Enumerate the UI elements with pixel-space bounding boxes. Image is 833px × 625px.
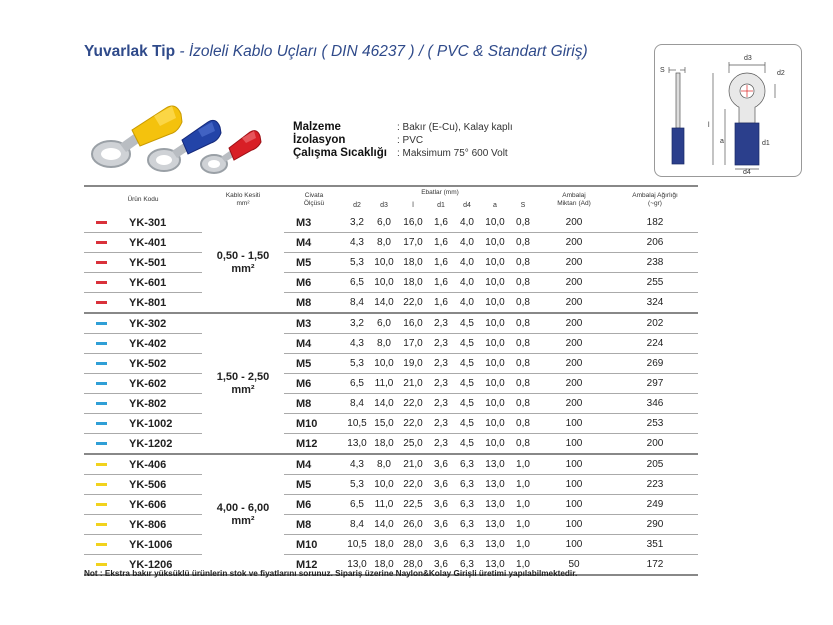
bolt-size: M4 bbox=[284, 454, 344, 475]
color-swatch-icon bbox=[96, 382, 107, 385]
header-l: l bbox=[412, 202, 414, 209]
table-body bbox=[84, 213, 698, 575]
dim-l: 17,0 bbox=[398, 233, 428, 253]
bolt-size: M3 bbox=[284, 213, 344, 233]
dim-a: 10,0 bbox=[480, 394, 510, 414]
color-swatch-icon bbox=[96, 362, 107, 365]
bolt-size: M12 bbox=[284, 555, 344, 576]
pack-weight: 269 bbox=[612, 354, 698, 374]
dim-d4: 6,3 bbox=[454, 454, 480, 475]
dim-l: 18,0 bbox=[398, 253, 428, 273]
dim-l: 21,0 bbox=[398, 454, 428, 475]
product-code: YK-601 bbox=[84, 273, 202, 293]
table-row bbox=[84, 293, 698, 314]
pack-weight: 223 bbox=[612, 475, 698, 495]
pack-qty: 200 bbox=[536, 394, 612, 414]
dim-d2: 3,2 bbox=[344, 213, 370, 233]
table-row bbox=[84, 515, 698, 535]
pack-qty: 200 bbox=[536, 293, 612, 314]
dim-d1: 1,6 bbox=[428, 213, 454, 233]
dim-l: 18,0 bbox=[398, 273, 428, 293]
dim-d3: 11,0 bbox=[370, 374, 398, 394]
dim-d1: 3,6 bbox=[428, 495, 454, 515]
dim-l: 17,0 bbox=[398, 334, 428, 354]
dim-d3: 11,0 bbox=[370, 495, 398, 515]
dim-s: 0,8 bbox=[510, 334, 536, 354]
dim-d1: 2,3 bbox=[428, 414, 454, 434]
dim-d1: 3,6 bbox=[428, 535, 454, 555]
cable-section: 1,50 - 2,50 mm² bbox=[202, 313, 284, 454]
bolt-size: M5 bbox=[284, 253, 344, 273]
dim-l: 16,0 bbox=[398, 313, 428, 334]
pack-weight: 182 bbox=[612, 213, 698, 233]
dim-l: 22,5 bbox=[398, 495, 428, 515]
bolt-size: M5 bbox=[284, 475, 344, 495]
color-swatch-icon bbox=[96, 463, 107, 466]
dim-s: 0,8 bbox=[510, 434, 536, 455]
pack-qty: 200 bbox=[536, 233, 612, 253]
dim-d2: 5,3 bbox=[344, 253, 370, 273]
dim-d1: 1,6 bbox=[428, 273, 454, 293]
dim-d4: 4,0 bbox=[454, 253, 480, 273]
dim-l: 25,0 bbox=[398, 434, 428, 455]
table-row bbox=[84, 313, 698, 334]
product-code: YK-302 bbox=[84, 313, 202, 334]
table-row bbox=[84, 475, 698, 495]
dim-s: 0,8 bbox=[510, 213, 536, 233]
label-s: S bbox=[660, 67, 665, 74]
dim-d1: 3,6 bbox=[428, 454, 454, 475]
dim-l: 22,0 bbox=[398, 394, 428, 414]
bolt-size: M10 bbox=[284, 535, 344, 555]
dim-d1: 2,3 bbox=[428, 434, 454, 455]
table-row bbox=[84, 454, 698, 475]
dim-s: 0,8 bbox=[510, 414, 536, 434]
pack-qty: 200 bbox=[536, 374, 612, 394]
pack-qty: 200 bbox=[536, 313, 612, 334]
dim-d2: 4,3 bbox=[344, 334, 370, 354]
color-swatch-icon bbox=[96, 503, 107, 506]
dim-d3: 18,0 bbox=[370, 555, 398, 576]
dim-d1: 2,3 bbox=[428, 354, 454, 374]
dim-d2: 13,0 bbox=[344, 434, 370, 455]
product-code: YK-506 bbox=[84, 475, 202, 495]
product-code: YK-1206 bbox=[84, 555, 202, 576]
label-l: l bbox=[708, 122, 710, 129]
dim-a: 10,0 bbox=[480, 233, 510, 253]
color-swatch-icon bbox=[96, 483, 107, 486]
product-code: YK-401 bbox=[84, 233, 202, 253]
product-code: YK-1202 bbox=[84, 434, 202, 455]
table-row bbox=[84, 354, 698, 374]
pack-weight: 346 bbox=[612, 394, 698, 414]
header-a: a bbox=[493, 202, 497, 209]
spec-insulation: İzolasyon : PVC bbox=[293, 134, 424, 146]
dim-d2: 8,4 bbox=[344, 394, 370, 414]
color-swatch-icon bbox=[96, 322, 107, 325]
header-s: S bbox=[520, 202, 526, 209]
table-row bbox=[84, 495, 698, 515]
dim-a: 10,0 bbox=[480, 313, 510, 334]
table-row bbox=[84, 434, 698, 455]
color-swatch-icon bbox=[96, 261, 107, 264]
dim-d1: 1,6 bbox=[428, 293, 454, 314]
dim-a: 10,0 bbox=[480, 434, 510, 455]
pack-qty: 200 bbox=[536, 213, 612, 233]
color-swatch-icon bbox=[96, 543, 107, 546]
bolt-size: M3 bbox=[284, 313, 344, 334]
dim-s: 1,0 bbox=[510, 454, 536, 475]
pack-weight: 206 bbox=[612, 233, 698, 253]
label-d3: d3 bbox=[744, 55, 752, 62]
dim-d2: 10,5 bbox=[344, 414, 370, 434]
dim-a: 10,0 bbox=[480, 213, 510, 233]
specs-table bbox=[84, 185, 698, 576]
table-row bbox=[84, 414, 698, 434]
pack-weight: 253 bbox=[612, 414, 698, 434]
pack-weight: 224 bbox=[612, 334, 698, 354]
bolt-size: M4 bbox=[284, 334, 344, 354]
header-weight: Ambalaj Ağırlığı (~gr) bbox=[612, 186, 698, 213]
dim-d4: 4,0 bbox=[454, 233, 480, 253]
dim-d4: 4,0 bbox=[454, 273, 480, 293]
dim-d2: 5,3 bbox=[344, 475, 370, 495]
dim-d4: 6,3 bbox=[454, 495, 480, 515]
dim-d3: 14,0 bbox=[370, 394, 398, 414]
technical-drawing bbox=[654, 44, 802, 177]
dim-s: 1,0 bbox=[510, 535, 536, 555]
pack-weight: 255 bbox=[612, 273, 698, 293]
dim-d2: 6,5 bbox=[344, 273, 370, 293]
dim-l: 22,0 bbox=[398, 475, 428, 495]
dim-a: 10,0 bbox=[480, 334, 510, 354]
dim-d2: 10,5 bbox=[344, 535, 370, 555]
dim-d4: 6,3 bbox=[454, 475, 480, 495]
color-swatch-icon bbox=[96, 563, 107, 566]
dim-a: 13,0 bbox=[480, 454, 510, 475]
dim-d3: 10,0 bbox=[370, 354, 398, 374]
spec-material: Malzeme : Bakır (E-Cu), Kalay kaplı bbox=[293, 121, 513, 133]
dim-l: 26,0 bbox=[398, 515, 428, 535]
product-code: YK-806 bbox=[84, 515, 202, 535]
pack-qty: 100 bbox=[536, 475, 612, 495]
dim-s: 0,8 bbox=[510, 313, 536, 334]
header-d1: d1 bbox=[437, 202, 445, 209]
dim-l: 16,0 bbox=[398, 213, 428, 233]
dim-d4: 4,5 bbox=[454, 374, 480, 394]
product-code: YK-501 bbox=[84, 253, 202, 273]
pack-weight: 172 bbox=[612, 555, 698, 576]
dim-d1: 1,6 bbox=[428, 233, 454, 253]
dim-a: 10,0 bbox=[480, 374, 510, 394]
dim-s: 0,8 bbox=[510, 253, 536, 273]
dim-d1: 3,6 bbox=[428, 555, 454, 576]
table-row bbox=[84, 253, 698, 273]
pack-weight: 205 bbox=[612, 454, 698, 475]
dim-s: 0,8 bbox=[510, 354, 536, 374]
color-swatch-icon bbox=[96, 402, 107, 405]
table-row bbox=[84, 213, 698, 233]
pack-qty: 100 bbox=[536, 495, 612, 515]
label-d2: d2 bbox=[777, 70, 785, 77]
pack-qty: 100 bbox=[536, 535, 612, 555]
dim-l: 19,0 bbox=[398, 354, 428, 374]
header-cable: Kablo Kesiti mm² bbox=[202, 186, 284, 213]
product-code: YK-1006 bbox=[84, 535, 202, 555]
bolt-size: M6 bbox=[284, 273, 344, 293]
dim-d1: 3,6 bbox=[428, 515, 454, 535]
product-code: YK-406 bbox=[84, 454, 202, 475]
color-swatch-icon bbox=[96, 301, 107, 304]
dim-a: 13,0 bbox=[480, 535, 510, 555]
dim-d3: 14,0 bbox=[370, 293, 398, 314]
dim-d4: 4,5 bbox=[454, 313, 480, 334]
label-d4: d4 bbox=[743, 169, 751, 176]
product-code: YK-801 bbox=[84, 293, 202, 314]
dim-s: 1,0 bbox=[510, 495, 536, 515]
dim-d4: 6,3 bbox=[454, 555, 480, 576]
pack-qty: 200 bbox=[536, 253, 612, 273]
dim-d2: 8,4 bbox=[344, 515, 370, 535]
dim-d1: 2,3 bbox=[428, 313, 454, 334]
dim-d4: 4,0 bbox=[454, 213, 480, 233]
dim-s: 0,8 bbox=[510, 394, 536, 414]
dim-l: 22,0 bbox=[398, 293, 428, 314]
bolt-size: M6 bbox=[284, 374, 344, 394]
pack-weight: 351 bbox=[612, 535, 698, 555]
product-code: YK-402 bbox=[84, 334, 202, 354]
product-code: YK-602 bbox=[84, 374, 202, 394]
dim-d1: 1,6 bbox=[428, 253, 454, 273]
label-d1: d1 bbox=[762, 140, 770, 147]
dim-d4: 6,3 bbox=[454, 535, 480, 555]
header-dimensions: Ebatlar (mm) bbox=[344, 186, 536, 199]
bolt-size: M8 bbox=[284, 293, 344, 314]
dim-a: 13,0 bbox=[480, 475, 510, 495]
dim-d2: 8,4 bbox=[344, 293, 370, 314]
dim-d3: 6,0 bbox=[370, 213, 398, 233]
pack-qty: 200 bbox=[536, 334, 612, 354]
dim-d3: 8,0 bbox=[370, 233, 398, 253]
header-pack: Ambalaj Miktarı (Ad) bbox=[536, 186, 612, 213]
pack-qty: 100 bbox=[536, 434, 612, 455]
bolt-size: M6 bbox=[284, 495, 344, 515]
color-swatch-icon bbox=[96, 281, 107, 284]
dim-s: 0,8 bbox=[510, 374, 536, 394]
dim-d4: 4,0 bbox=[454, 293, 480, 314]
dim-l: 22,0 bbox=[398, 414, 428, 434]
dim-d4: 4,5 bbox=[454, 414, 480, 434]
dim-d2: 5,3 bbox=[344, 354, 370, 374]
dim-a: 10,0 bbox=[480, 293, 510, 314]
table-row bbox=[84, 394, 698, 414]
product-code: YK-606 bbox=[84, 495, 202, 515]
table-row bbox=[84, 374, 698, 394]
footer-note: Not : Ekstra bakır yüksüklü ürünlerin stok ve fiyatlarını sorunuz. Sipariş üzerine Naylon&Kolay Girişli üretimi yapılabilmektedir. bbox=[84, 569, 578, 578]
pack-weight: 249 bbox=[612, 495, 698, 515]
dim-d2: 6,5 bbox=[344, 495, 370, 515]
dim-l: 28,0 bbox=[398, 555, 428, 576]
table-row bbox=[84, 535, 698, 555]
dim-a: 10,0 bbox=[480, 273, 510, 293]
bolt-size: M8 bbox=[284, 394, 344, 414]
pack-weight: 238 bbox=[612, 253, 698, 273]
table-row bbox=[84, 273, 698, 293]
dim-s: 0,8 bbox=[510, 273, 536, 293]
dim-d3: 6,0 bbox=[370, 313, 398, 334]
dim-s: 0,8 bbox=[510, 293, 536, 314]
cable-section: 4,00 - 6,00 mm² bbox=[202, 454, 284, 575]
dim-d1: 2,3 bbox=[428, 394, 454, 414]
pack-qty: 100 bbox=[536, 515, 612, 535]
dim-d3: 18,0 bbox=[370, 434, 398, 455]
dim-d4: 4,5 bbox=[454, 334, 480, 354]
pack-weight: 200 bbox=[612, 434, 698, 455]
bolt-size: M8 bbox=[284, 515, 344, 535]
pack-weight: 297 bbox=[612, 374, 698, 394]
dim-s: 1,0 bbox=[510, 515, 536, 535]
dim-a: 10,0 bbox=[480, 253, 510, 273]
bolt-size: M4 bbox=[284, 233, 344, 253]
color-swatch-icon bbox=[96, 342, 107, 345]
dim-a: 10,0 bbox=[480, 354, 510, 374]
material-specs bbox=[293, 121, 513, 160]
pack-weight: 290 bbox=[612, 515, 698, 535]
product-code: YK-301 bbox=[84, 213, 202, 233]
pack-qty: 100 bbox=[536, 454, 612, 475]
header-d4: d4 bbox=[463, 202, 471, 209]
color-swatch-icon bbox=[96, 523, 107, 526]
dim-d2: 4,3 bbox=[344, 454, 370, 475]
dim-d4: 4,5 bbox=[454, 354, 480, 374]
pack-qty: 50 bbox=[536, 555, 612, 576]
dim-d3: 10,0 bbox=[370, 475, 398, 495]
dim-s: 0,8 bbox=[510, 233, 536, 253]
dim-d4: 6,3 bbox=[454, 515, 480, 535]
dim-l: 21,0 bbox=[398, 374, 428, 394]
dim-d3: 10,0 bbox=[370, 253, 398, 273]
dim-d3: 15,0 bbox=[370, 414, 398, 434]
header-bolt: Civata Ölçüsü bbox=[284, 186, 344, 213]
dim-d2: 4,3 bbox=[344, 233, 370, 253]
dim-d4: 4,5 bbox=[454, 434, 480, 455]
color-swatch-icon bbox=[96, 442, 107, 445]
color-swatch-icon bbox=[96, 241, 107, 244]
color-swatch-icon bbox=[96, 422, 107, 425]
product-code: YK-802 bbox=[84, 394, 202, 414]
dim-a: 10,0 bbox=[480, 414, 510, 434]
dim-d3: 8,0 bbox=[370, 454, 398, 475]
product-code: YK-502 bbox=[84, 354, 202, 374]
bolt-size: M5 bbox=[284, 354, 344, 374]
product-photo bbox=[84, 88, 284, 180]
dim-d2: 3,2 bbox=[344, 313, 370, 334]
dim-l: 28,0 bbox=[398, 535, 428, 555]
product-code: YK-1002 bbox=[84, 414, 202, 434]
cable-section: 0,50 - 1,50 mm² bbox=[202, 213, 284, 313]
dim-a: 13,0 bbox=[480, 555, 510, 576]
table-row bbox=[84, 334, 698, 354]
dim-d1: 3,6 bbox=[428, 475, 454, 495]
dim-d1: 2,3 bbox=[428, 334, 454, 354]
dim-d3: 18,0 bbox=[370, 535, 398, 555]
spec-temperature: Çalışma Sıcaklığı : Maksimum 75° 600 Volt bbox=[293, 147, 508, 159]
dim-s: 1,0 bbox=[510, 555, 536, 576]
bolt-size: M12 bbox=[284, 434, 344, 455]
header-code: Ürün Kodu bbox=[84, 186, 202, 213]
dim-a: 13,0 bbox=[480, 515, 510, 535]
label-a: a bbox=[720, 138, 724, 145]
pack-qty: 200 bbox=[536, 273, 612, 293]
dim-d3: 8,0 bbox=[370, 334, 398, 354]
dim-d3: 10,0 bbox=[370, 273, 398, 293]
page-title: Yuvarlak Tip - İzoleli Kablo Uçları ( DIN 46237 ) / ( PVC & Standart Giriş) bbox=[84, 43, 588, 60]
dim-d3: 14,0 bbox=[370, 515, 398, 535]
pack-weight: 202 bbox=[612, 313, 698, 334]
pack-weight: 324 bbox=[612, 293, 698, 314]
header-d2: d2 bbox=[353, 202, 361, 209]
header-d3: d3 bbox=[380, 202, 388, 209]
dim-d4: 4,5 bbox=[454, 394, 480, 414]
dim-d2: 6,5 bbox=[344, 374, 370, 394]
dim-d2: 13,0 bbox=[344, 555, 370, 576]
bolt-size: M10 bbox=[284, 414, 344, 434]
pack-qty: 100 bbox=[536, 414, 612, 434]
dim-d1: 2,3 bbox=[428, 374, 454, 394]
pack-qty: 200 bbox=[536, 354, 612, 374]
dim-a: 13,0 bbox=[480, 495, 510, 515]
dim-s: 1,0 bbox=[510, 475, 536, 495]
table-row bbox=[84, 233, 698, 253]
color-swatch-icon bbox=[96, 221, 107, 224]
